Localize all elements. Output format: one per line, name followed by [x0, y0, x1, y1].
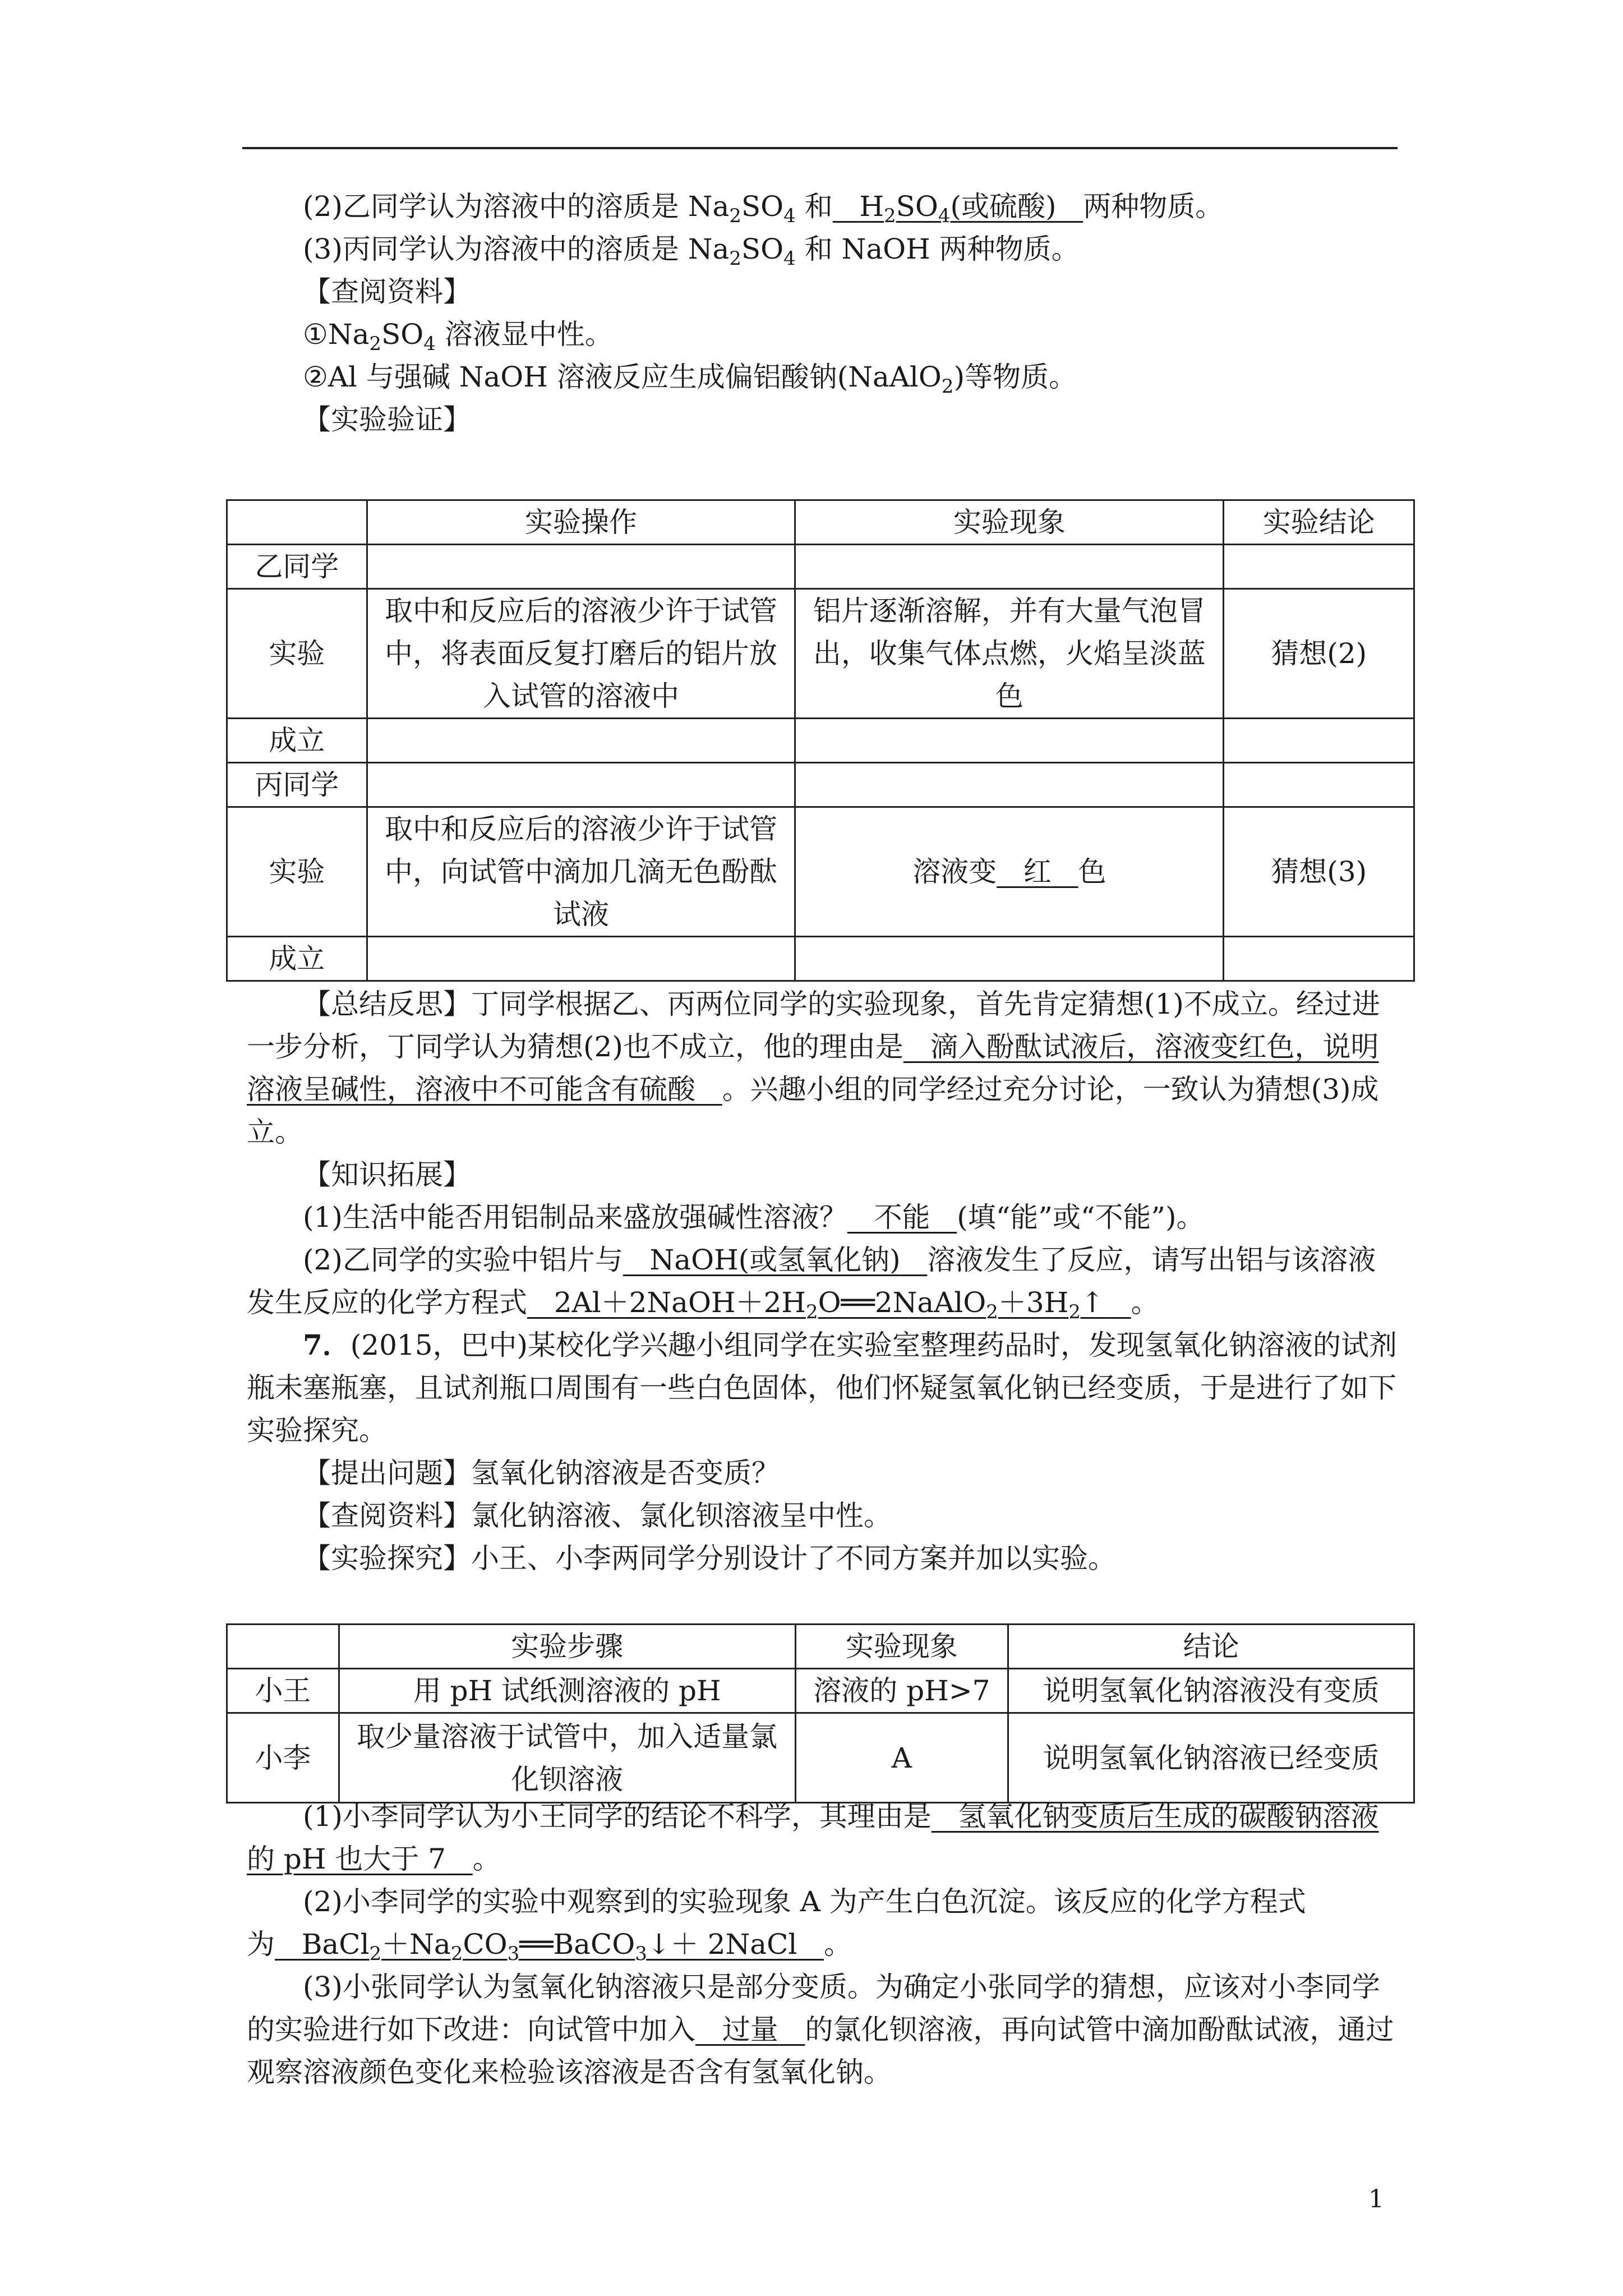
answer-blank: 滴入酚酞试液后，溶液变红色，说明溶液呈碱性，溶液中不可能含有硫酸 [247, 1030, 1379, 1106]
table-cell [1224, 763, 1414, 807]
text: ＋Na [381, 1928, 451, 1961]
text: SO [741, 190, 784, 223]
table-row [227, 1713, 1414, 1803]
text: ↓＋ [647, 1928, 699, 1961]
table-cell [367, 545, 795, 589]
text: SO [741, 233, 784, 265]
summary-paragraph [247, 983, 1402, 1153]
sub: 2 [450, 1943, 463, 1965]
table-cell [367, 719, 795, 763]
question-7 [247, 1324, 1402, 1452]
sub: 2 [805, 1301, 818, 1323]
guess-yi [247, 185, 1402, 228]
table-header-cell: 结论 [1008, 1625, 1414, 1669]
sub: 2 [986, 1301, 998, 1323]
sub: 2 [1068, 1301, 1081, 1323]
sub: 2 [941, 375, 954, 398]
text: 。兴趣小组的同学经过充分讨论，一致认为猜想(3)成立。 [247, 1073, 1379, 1148]
text: ══BaCO [519, 1928, 635, 1961]
table-cell: 实验 [227, 589, 367, 719]
table-header-row [227, 1625, 1414, 1669]
explore-table [226, 1623, 1415, 1803]
sub: 2 [729, 205, 741, 227]
table-header-cell: 实验步骤 [339, 1625, 795, 1669]
text: 的氯化钡溶液，再向试管中滴加酚酞试液，通过观察溶液颜色变化来检验该溶液是否含有氢氧化钠。 [247, 2013, 1394, 2088]
table-cell [367, 763, 795, 807]
q7-question: 【提出问题】氢氧化钠溶液是否变质？ [303, 1457, 780, 1489]
sub: 4 [938, 205, 951, 227]
text: ↑ [1081, 1286, 1104, 1319]
text: 。 [472, 1843, 501, 1875]
answer-blank: 不能 [874, 1201, 930, 1234]
text: 两种物质。 [1083, 190, 1224, 223]
page-body-3 [247, 1795, 1402, 2093]
text: ②Al 与强碱 NaOH 溶液反应生成偏铝酸钠(NaAlO [303, 361, 942, 393]
page-number: 1 [1368, 2185, 1384, 2214]
table-row [227, 1669, 1414, 1713]
text: BaCl [301, 1928, 370, 1961]
answer-blank [833, 190, 1083, 227]
table-header-row [227, 500, 1414, 545]
answer-blank [275, 1928, 824, 1965]
sub: 3 [635, 1943, 647, 1965]
table-cell [367, 937, 795, 981]
table-cell: 成立 [227, 937, 367, 981]
ref-item-2 [247, 356, 1402, 398]
table-cell: 成立 [227, 719, 367, 763]
header-rule [242, 147, 1398, 149]
table-cell [795, 719, 1224, 763]
text: 。 [824, 1928, 852, 1961]
text: ①Na [303, 318, 370, 351]
table-cell: 实验 [227, 807, 367, 937]
table-cell [1224, 937, 1414, 981]
answer-2 [247, 1880, 1402, 1966]
text: (1)生活中能否用铝制品来盛放强碱性溶液？ [303, 1201, 847, 1234]
text: 。 [1131, 1286, 1159, 1319]
page-body-2 [247, 983, 1402, 1580]
text: 和 NaOH 两种物质。 [795, 233, 1080, 265]
text: (2)乙同学的实验中铝片与 [303, 1244, 623, 1276]
table-cell: 用 pH 试纸测溶液的 pH [339, 1669, 795, 1713]
table-cell: 说明氢氧化钠溶液已经变质 [1008, 1713, 1414, 1803]
verify-table [226, 499, 1415, 982]
text: CO [463, 1928, 508, 1961]
sub: 2 [729, 247, 741, 270]
q7-explore: 【实验探究】小王、小李两同学分别设计了不同方案并加以实验。 [303, 1542, 1116, 1575]
page-body [247, 185, 1402, 441]
text: (或硫酸) [950, 190, 1057, 223]
table-header-cell: 实验结论 [1224, 500, 1414, 545]
table-row [227, 807, 1414, 937]
table-row [227, 719, 1414, 763]
table-cell: 猜想(3) [1224, 807, 1414, 937]
table-cell: 取中和反应后的溶液少许于试管中，向试管中滴加几滴无色酚酞试液 [367, 807, 795, 937]
extend-q2 [247, 1239, 1402, 1324]
text: 溶液发生了反应，请写出铝与该溶液发生反应的化学方程式 [247, 1244, 1376, 1319]
text: (2015，巴中)某校化学兴趣小组同学在实验室整理药品时，发现氢氧化钠溶液的试剂瓶未塞瓶塞，且试剂瓶口周围有一些白色固体，他们怀疑氢氧化钠已经变质，于是进行了如下实验探究。 [247, 1329, 1398, 1447]
text: (3)丙同学认为溶液中的溶质是 Na [303, 233, 730, 265]
table-header-cell: 实验现象 [795, 1625, 1008, 1669]
answer-blank: 过量 [722, 2013, 778, 2046]
table-cell: 取少量溶液于试管中，加入适量氯化钡溶液 [339, 1713, 795, 1803]
heading-extend: 【知识拓展】 [303, 1158, 471, 1191]
table-cell: 丙同学 [227, 763, 367, 807]
text: 溶液变 [912, 855, 997, 888]
table-cell: 溶液的 pH>7 [795, 1669, 1008, 1713]
table-cell: A [795, 1713, 1008, 1803]
text: (填“能”或“不能”)。 [957, 1201, 1205, 1234]
text: ＋3H [998, 1286, 1069, 1319]
table-cell [1224, 719, 1414, 763]
q7-ref: 【查阅资料】氯化钠溶液、氯化钡溶液呈中性。 [303, 1499, 892, 1532]
text: 2NaCl [707, 1928, 797, 1961]
text: SO [381, 318, 424, 351]
table-header-cell: 实验操作 [367, 500, 795, 545]
heading-verify: 【实验验证】 [303, 403, 471, 436]
ref-item-1 [247, 313, 1402, 356]
table-cell: 说明氢氧化钠溶液没有变质 [1008, 1669, 1414, 1713]
answer-blank: 红 [1023, 855, 1052, 888]
table-cell: 小李 [227, 1713, 339, 1803]
table-cell: 猜想(2) [1224, 589, 1414, 719]
sub: 2 [884, 205, 896, 227]
table-cell [1224, 545, 1414, 589]
text: H [859, 190, 884, 223]
table-cell [795, 807, 1224, 937]
text: SO [896, 190, 938, 223]
text: (2)乙同学认为溶液中的溶质是 Na [303, 190, 730, 223]
text: 溶液显中性。 [435, 318, 613, 351]
text: 和 [795, 190, 833, 223]
text: 【总结反思】丁同学根据乙、丙两位同学的实验现象，首先肯定猜想(1)不成立。经过进一步分析，丁同学认为猜想(2)也不成立，他的理由是 [247, 988, 1380, 1063]
table-header-cell [227, 1625, 339, 1669]
text: (1)小李同学认为小王同学的结论不科学，其理由是 [303, 1800, 932, 1833]
table-header-cell [227, 500, 367, 545]
sub: 3 [507, 1943, 520, 1965]
sub: 4 [783, 247, 796, 270]
text: O══2NaAlO [818, 1286, 986, 1319]
sub: 4 [783, 205, 796, 227]
table-row [227, 545, 1414, 589]
table-cell [795, 763, 1224, 807]
table-header-cell: 实验现象 [795, 500, 1224, 545]
answer-3 [247, 1966, 1402, 2093]
answer-1 [247, 1795, 1402, 1880]
text: 色 [1078, 855, 1106, 888]
text: (3)小张同学认为氢氧化钠溶液只是部分变质。为确定小张同学的猜想，应该对小李同学的实验进行如下改进：向试管中加入 [247, 1971, 1380, 2046]
table-cell [795, 937, 1224, 981]
table-row [227, 589, 1414, 719]
question-number: 7． [303, 1328, 351, 1361]
table-cell: 小王 [227, 1669, 339, 1713]
text: )等物质。 [953, 361, 1077, 393]
text: (2)小李同学的实验中观察到的实验现象 A 为产生白色沉淀。该反应的化学方程式为 [247, 1885, 1306, 1961]
table-row [227, 763, 1414, 807]
answer-blank: NaOH(或氢氧化钠) [649, 1244, 901, 1276]
table-cell: 取中和反应后的溶液少许于试管中，将表面反复打磨后的铝片放入试管的溶液中 [367, 589, 795, 719]
table-cell: 铝片逐渐溶解，并有大量气泡冒出，收集气体点燃，火焰呈淡蓝色 [795, 589, 1224, 719]
table-cell [795, 545, 1224, 589]
heading-ref: 【查阅资料】 [303, 275, 471, 308]
table-row [227, 937, 1414, 981]
sub: 4 [423, 333, 436, 355]
table-cell: 乙同学 [227, 545, 367, 589]
text: 2Al＋2NaOH＋2H [554, 1286, 806, 1319]
answer-blank: 氢氧化钠变质后生成的碳酸钠溶液的 pH 也大于 7 [247, 1800, 1379, 1875]
extend-q1 [247, 1196, 1402, 1239]
guess-bing [247, 228, 1402, 270]
sub: 2 [369, 333, 382, 355]
sub: 2 [369, 1943, 382, 1965]
answer-blank [527, 1286, 1131, 1323]
